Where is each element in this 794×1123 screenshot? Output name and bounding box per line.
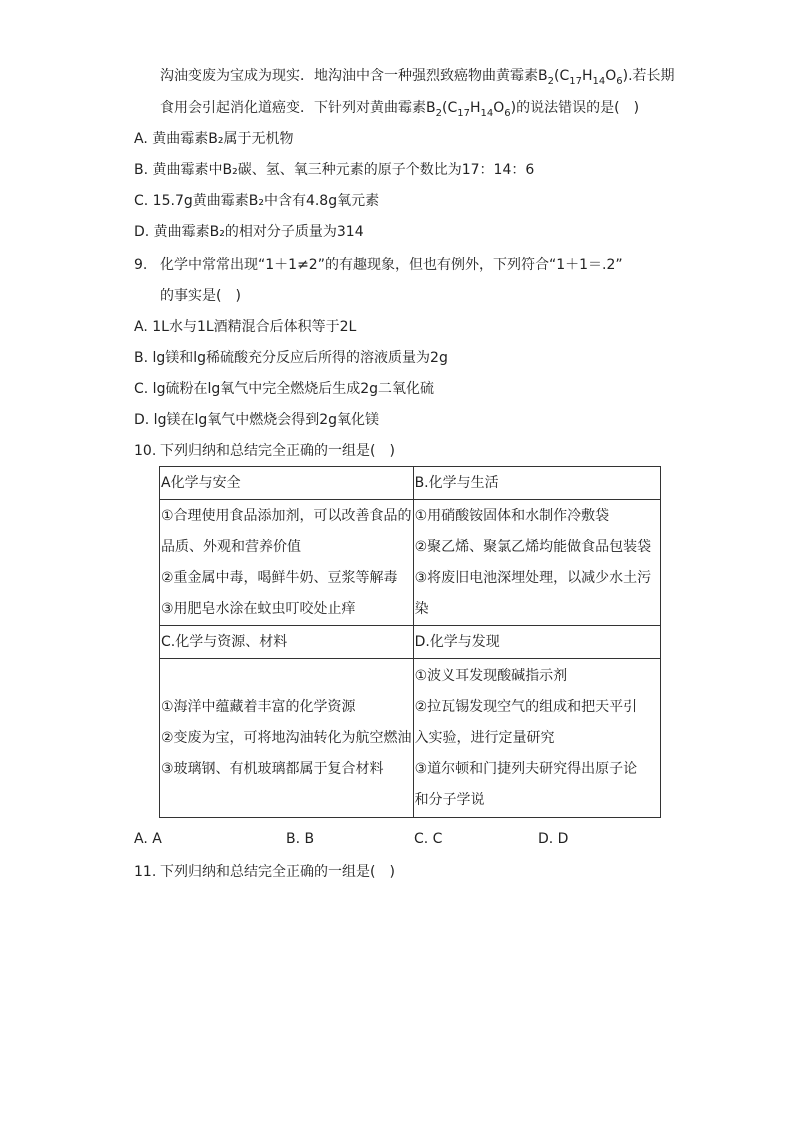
cell-line: ③将废旧电池深埋处理，以减少水土污 (414, 569, 652, 586)
q11-text: 下列归纳和总结完全正确的一组是( ) (160, 864, 395, 880)
q10-number: 10. (134, 443, 157, 459)
formula-part: O (605, 68, 617, 84)
cell-line: ③玻璃钢、有机玻璃都属于复合材料 (161, 760, 384, 777)
q8-intro-line2-text: 食用会引起消化道癌变．下针列对黄曲霉素B (160, 100, 436, 116)
cell-line: ①波义耳发现酸碱指示剂 (414, 667, 568, 684)
cell-line: 品质、外观和营养价值 (161, 538, 301, 555)
subscript: 17 (457, 107, 470, 119)
q10-text: 下列归纳和总结完全正确的一组是( ) (160, 443, 395, 459)
cell-c-body (160, 659, 414, 818)
q8-option-a: A. 黄曲霉素B₂属于无机物 (134, 131, 294, 147)
q8-intro-line2 (160, 98, 639, 118)
subscript: 17 (569, 75, 582, 87)
cell-line: ②聚乙烯、聚氯乙烯均能做食品包装袋 (414, 538, 652, 555)
formula-part: (C (441, 100, 458, 116)
cell-line: ①用硝酸铵固体和水制作冷敷袋 (414, 507, 610, 524)
table-row (160, 467, 661, 500)
q10-choice-a: A. A (134, 831, 162, 847)
subscript: 14 (480, 107, 494, 119)
q10-choice-d: D. D (538, 831, 569, 847)
q8-intro-line1-end: ).若长期 (622, 68, 675, 84)
q11-number: 11. (134, 864, 157, 880)
cell-b-body (413, 500, 660, 626)
cell-line: ③用肥皂水涂在蚊虫叮咬处止痒 (161, 600, 356, 617)
table-row (160, 626, 661, 659)
q8-intro-line2-end: )的说法错误的是( ) (510, 100, 640, 116)
table-row (160, 659, 661, 818)
cell-line: ②拉瓦锡发现空气的组成和把天平引 (414, 698, 638, 715)
q9-number: 9. (134, 257, 148, 273)
cell-line: ①海洋中蕴藏着丰富的化学资源 (161, 698, 356, 715)
cell-line: ①合理使用食品添加剂，可以改善食品的 (161, 507, 412, 524)
q9-text-line2: 的事实是( ) (160, 288, 241, 304)
summary-table (159, 466, 661, 818)
formula-part: O (493, 100, 505, 116)
q10-choice-b: B. B (286, 831, 315, 847)
q9-text-line1: 化学中常常出现“1＋1≠2”的有趣现象，但也有例外，下列符合“1＋1＝.2” (160, 257, 623, 273)
subscript: 14 (592, 75, 606, 87)
table-row (160, 500, 661, 626)
formula-part: (C (553, 68, 570, 84)
q10-choice-c: C. C (414, 831, 443, 847)
cell-line: ③道尔顿和门捷列夫研究得出原子论 (414, 760, 638, 777)
formula-part: H (581, 68, 593, 84)
q8-intro-line1 (160, 66, 675, 86)
q10-choices (134, 829, 634, 849)
q9-option-d: D. lg镁在lg氧气中燃烧会得到2g氧化镁 (134, 412, 380, 428)
cell-d-body (413, 659, 660, 818)
q9-option-c: C. lg硫粉在lg氧气中完全燃烧后生成2g二氧化硫 (134, 381, 435, 397)
q8-option-d: D. 黄曲霉素B₂的相对分子质量为314 (134, 224, 364, 240)
q9-option-b: B. lg镁和lg稀硫酸充分反应后所得的溶液质量为2g (134, 350, 448, 366)
q8-option-c: C. 15.7g黄曲霉素B₂中含有4.8g氧元素 (134, 193, 380, 209)
subscript: 6 (616, 75, 623, 87)
cell-a-body (160, 500, 414, 626)
subscript: 2 (435, 107, 442, 119)
cell-a-head: A化学与安全 (160, 467, 414, 500)
q8-option-b: B. 黄曲霉素中B₂碳、氢、氧三种元素的原子个数比为17：14：6 (134, 162, 535, 178)
cell-line: 染 (414, 600, 429, 617)
cell-line: ②变废为宝，可将地沟油转化为航空燃油 (161, 729, 412, 746)
cell-d-head: D.化学与发现 (413, 626, 660, 659)
q9-option-a: A. 1L水与1L酒精混合后体积等于2L (134, 319, 357, 335)
cell-line: 和分子学说 (414, 791, 485, 808)
subscript: 2 (547, 75, 554, 87)
cell-c-head: C.化学与资源、材料 (160, 626, 414, 659)
q8-intro-line1-text: 沟油变废为宝成为现实．地沟油中含一种强烈致癌物曲黄霉素B (160, 68, 548, 84)
cell-line: ②重金属中毒，喝鲜牛奶、豆浆等解毒 (161, 569, 398, 586)
cell-b-head: B.化学与生活 (413, 467, 660, 500)
cell-line: 入实验，进行定量研究 (414, 729, 555, 746)
formula-part: H (469, 100, 481, 116)
subscript: 6 (504, 107, 511, 119)
